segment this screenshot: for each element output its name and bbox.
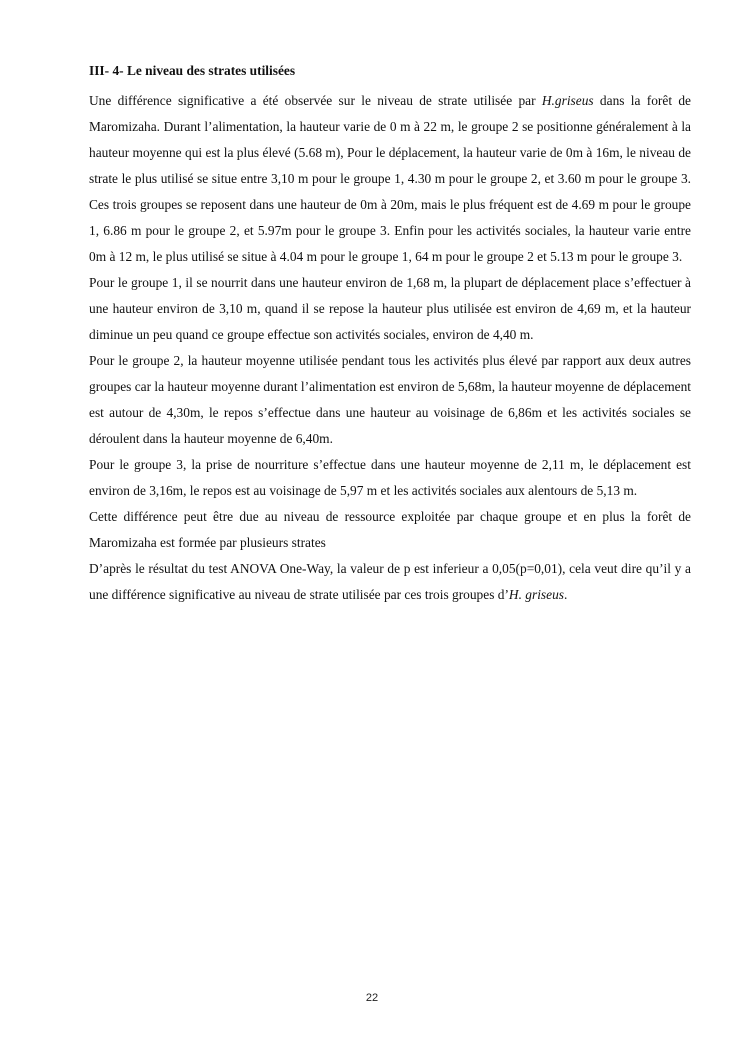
body-text — [89, 88, 691, 608]
species-name: H. griseus — [508, 587, 564, 602]
paragraph-5: Cette différence peut être due au niveau de ressource exploitée par chaque groupe et en plus la forêt de Maromizaha est formée par plusieurs strates — [89, 509, 691, 550]
paragraph-6: D’après le résultat du test ANOVA One-Way, la valeur de p est inferieur a 0,05(p=0,01), cela veut dire qu’il y a une différence significative au niveau de strate utilisée par ces trois groupes d’H. griseus. — [89, 561, 691, 602]
species-name: H.griseus — [541, 93, 594, 108]
paragraph-3: Pour le groupe 2, la hauteur moyenne utilisée pendant tous les activités plus élevé par rapport aux deux autres groupes car la hauteur moyenne durant l’alimentation est environ de 5,68m, la hauteur moyenne de déplacement est autour de 4,30m, le repos s’effectue dans une hauteur au voisinage de 6,86m et les activités sociales se déroulent dans la hauteur moyenne de 6,40m. — [89, 353, 691, 446]
paragraph-2: Pour le groupe 1, il se nourrit dans une hauteur environ de 1,68 m, la plupart de déplacement place s’effectuer à une hauteur environ de 3,10 m, quand il se repose la hauteur plus utilisée est environ de 4,69 m, et la hauteur diminue un peu quand ce groupe effectue son activités sociales, environ de 4,40 m. — [89, 275, 691, 342]
section-heading: III- 4- Le niveau des strates utilisées — [89, 63, 296, 78]
page-number: 22 — [365, 992, 379, 1004]
paragraph-1: Une différence significative a été observée sur le niveau de strate utilisée par H.griseus dans la forêt de Maromizaha. Durant l’alimentation, la hauteur varie de 0 m à 22 m, le groupe 2 se positionne généralement à la hauteur moyenne qui est la plus élevé (5.68 m), Pour le déplacement, la hauteur varie de 0m à 16m, le niveau de strate le plus utilisé se situe entre 3,10 m pour le groupe 1, 4.30 m pour le groupe 2, et 3.60 m pour le groupe 3. Ces trois groupes se reposent dans une hauteur de 0m à 20m, mais le plus fréquent est de 4.69 m pour le groupe 1, 6.86 m pour le groupe 2, et 5.97m pour le groupe 3. Enfin pour les activités sociales, la hauteur varie entre 0m à 12 m, le plus utilisé se situe à 4.04 m pour le groupe 1, 64 m pour le groupe 2 et 5.13 m pour le groupe 3. — [89, 93, 691, 264]
paragraph-4: Pour le groupe 3, la prise de nourriture s’effectue dans une hauteur moyenne de 2,11 m, le déplacement est environ de 3,16m, le repos est au voisinage de 5,97 m et les activités sociales aux alentours de 5,13 m. — [89, 457, 691, 498]
